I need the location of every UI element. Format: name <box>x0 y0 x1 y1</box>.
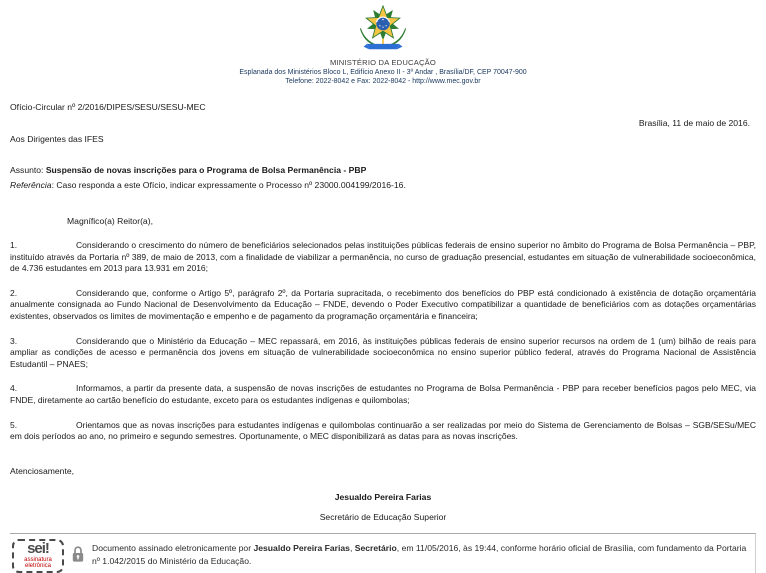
body-paragraph-1 <box>10 240 756 275</box>
reference-line <box>10 180 756 191</box>
paragraph-number: 1. <box>10 240 18 250</box>
paragraph-number: 2. <box>10 287 18 298</box>
signature-statement: Documento assinado eletronicamente por Jesualdo Pereira Farias, Secretário, em 11/05/2016, às 19:44, conforme horário oficial de Brasília, com fundamento da Portaria nº 1.042/2015 do Ministério da Educação. <box>92 542 747 566</box>
ministry-contact: Telefone: 2022-8042 e Fax: 2022-8042 - http://www.mec.gov.br <box>285 78 481 85</box>
ministry-address: Esplanada dos Ministérios Bloco L, Edifício Anexo II - 3º Andar , Brasília/DF, CEP 70047-900 <box>239 69 527 76</box>
document-reference-number: Ofício-Circular nº 2/2016/DIPES/SESU/SESU-MEC <box>10 102 206 112</box>
salutation: Magnífico(a) Reitor(a), <box>67 216 153 226</box>
subject-label: Assunto: <box>10 165 46 175</box>
paragraph-number: 4. <box>10 383 18 394</box>
sei-logo <box>12 539 64 573</box>
paragraph-text: Considerando que o Ministério da Educação – MEC repassará, em 2016, às instituições públicas federais de ensino superior recursos na ordem de 1 (um) bilhão de reais para ampliar as condições de acesso e permanência dos jovens em situação de vulnerabilidade socioeconômica no ensino superior público federal, através do Programa Nacional de Assistência Estudantil – PNAES; <box>10 335 756 369</box>
sei-logo-word: sei! <box>27 539 49 557</box>
sei-logo-subtext: assinatura eletrônica <box>24 556 52 569</box>
signature-statement-role: Secretário <box>354 542 397 553</box>
paragraph-text: Considerando o crescimento do número de beneficiários selecionados pelas instituições públicas federais de ensino superior no âmbito do Programa de Bolsa Permanência – PBP, instituído através da Portaria nº 389, de maio de 2013, com a finalidade de viabilizar a permanência, no curso de graduação presencial, estudantes em situação de vulnerabilidade socioeconômica, de 4.736 estudantes em 2013 para 13.931 em 2016; <box>10 240 756 274</box>
paragraph-number: 5. <box>10 419 18 430</box>
signature-statement-name: Jesualdo Pereira Farias <box>253 542 350 553</box>
addressee-line: Aos Dirigentes das IFES <box>10 134 104 144</box>
reference-text: : Caso responda a este Ofício, indicar expressamente o Processo nº 23000.004199/2016-16. <box>51 180 406 190</box>
padlock-icon <box>71 545 85 568</box>
subject-text: Suspensão de novas inscrições para o Programa de Bolsa Permanência - PBP <box>45 165 367 175</box>
place-and-date: Brasília, 11 de maio de 2016. <box>638 118 750 128</box>
signer-title: Secretário de Educação Superior <box>319 511 447 522</box>
body-paragraph-5 <box>10 420 756 443</box>
paragraph-text: Informamos, a partir da presente data, a suspensão de novas inscrições de estudantes no Programa de Bolsa Permanência - PBP para receber benefícios pagos pelo MEC, via FNDE, diretamente ao cartão benefício do estudante, exceto para os estudantes indígenas e quilombolas; <box>10 383 756 405</box>
body-paragraph-2 <box>10 288 756 323</box>
reference-label: Referência <box>10 180 52 190</box>
brazil-coat-of-arms-icon <box>356 5 410 56</box>
subject-line <box>10 165 756 176</box>
signer-name: Jesualdo Pereira Farias <box>334 491 432 502</box>
ministry-name: MINISTÉRIO DA EDUCAÇÃO <box>329 58 437 67</box>
body-paragraph-3 <box>10 336 756 371</box>
letterhead <box>10 0 756 86</box>
paragraph-text: Orientamos que as novas inscrições para estudantes indígenas e quilombolas continuarão a ser realizadas por meio do Sistema de Gerenciamento de Bolsas – SGB/SESu/MEC em dois períodos ao ano, no primeiro e segundo semestres. Oportunamente, o MEC disponibilizará as datas para as novas inscrições. <box>10 419 756 442</box>
paragraph-text: Considerando que, conforme o Artigo 5º, parágrafo 2º, da Portaria supracitada, o recebimento dos benefícios do PBP está condicionado à existência de dotação orçamentária anualmente consignada ao Fundo Nacional de Desenvolvimento da Educação – FNDE, devendo o Poder Executivo compatibilizar a quantidade de beneficiários com as dotações orçamentárias existentes, observados os limites de movimentação e empenho e de pagamento da programação orçamentária e financeira; <box>10 287 756 321</box>
paragraph-number: 3. <box>10 335 18 346</box>
closing-salutation: Atenciosamente, <box>10 465 75 476</box>
body-paragraph-4 <box>10 383 756 406</box>
